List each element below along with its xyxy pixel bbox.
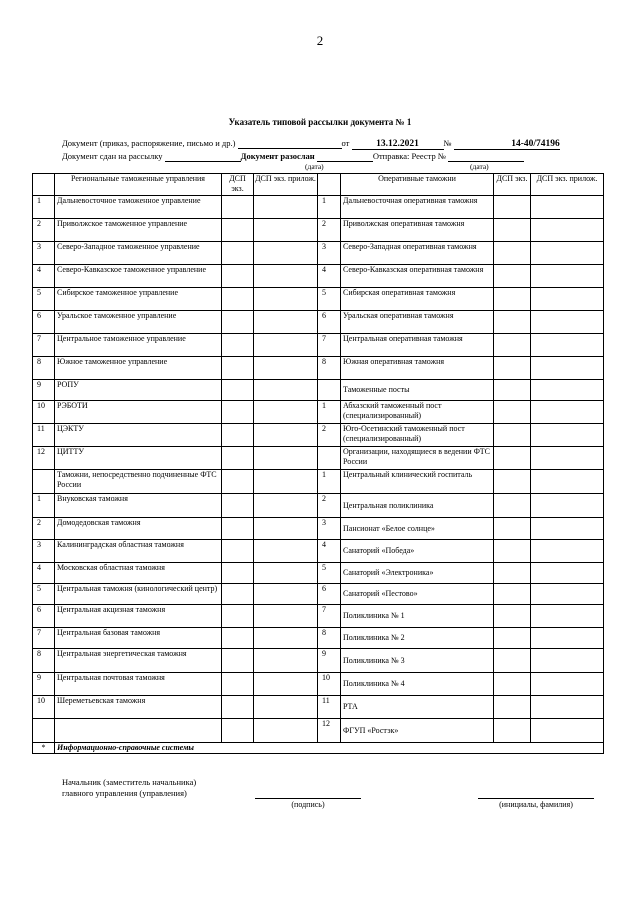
document-title: Указатель типовой рассылки документа № 1 [228, 117, 412, 127]
row-left-name: Калининградская областная таможня [55, 540, 222, 563]
header-regional: Региональные таможенные управления [55, 174, 222, 196]
row-left-name: Московская областная таможня [55, 563, 222, 584]
row-left-number: 7 [33, 334, 55, 357]
row-left-dsp-copies [222, 649, 254, 673]
row-left-name: Домодедовская таможня [55, 518, 222, 540]
row-left-dsp-copies [222, 334, 254, 357]
row-left-name: Дальневосточное таможенное управление [55, 196, 222, 219]
table-row [33, 219, 604, 242]
row-right-dsp-copies [494, 605, 531, 628]
row-right-dsp-copies [494, 242, 531, 265]
row-left-name: Центральное таможенное управление [55, 334, 222, 357]
send-line [62, 151, 524, 162]
row-right-number [318, 447, 341, 470]
row-left-number: 5 [33, 584, 55, 605]
row-left-number: 11 [33, 424, 55, 447]
row-left-dsp-attachments [254, 540, 318, 563]
row-left-dsp-attachments [254, 219, 318, 242]
footer-row [33, 743, 604, 754]
table-row [33, 696, 604, 719]
table-row [33, 311, 604, 334]
number-label: № [443, 138, 452, 148]
row-left-dsp-attachments [254, 494, 318, 518]
row-left-dsp-attachments [254, 401, 318, 424]
row-right-number: 4 [318, 540, 341, 563]
row-right-dsp-attachments [531, 380, 604, 401]
row-left-name: РОПУ [55, 380, 222, 401]
signer-line-2: главного управления (управления) [62, 788, 187, 798]
document-type-blank [238, 138, 342, 149]
row-right-name: Северо-Кавказская оперативная таможня [341, 265, 494, 288]
row-right-dsp-copies [494, 540, 531, 563]
row-left-dsp-attachments [254, 628, 318, 649]
row-right-number: 2 [318, 494, 341, 518]
row-right-dsp-attachments [531, 470, 604, 494]
row-right-dsp-copies [494, 447, 531, 470]
row-left-dsp-attachments [254, 696, 318, 719]
row-right-name: Пансионат «Белое солнце» [341, 518, 494, 540]
row-left-number [33, 719, 55, 743]
row-left-number: 3 [33, 242, 55, 265]
table-row [33, 563, 604, 584]
row-right-number: 11 [318, 696, 341, 719]
sent-label: Документ разослан [240, 151, 315, 161]
row-left-dsp-copies [222, 605, 254, 628]
row-left-dsp-copies [222, 401, 254, 424]
row-right-dsp-copies [494, 311, 531, 334]
row-right-name: Южная оперативная таможня [341, 357, 494, 380]
footer-text: Информационно-справочные системы [55, 743, 604, 754]
table-row [33, 196, 604, 219]
row-left-name [55, 719, 222, 743]
row-right-dsp-attachments [531, 584, 604, 605]
date-caption-2: (дата) [470, 162, 489, 171]
row-left-dsp-attachments [254, 447, 318, 470]
row-left-name: Южное таможенное управление [55, 357, 222, 380]
row-left-number: 10 [33, 696, 55, 719]
row-right-dsp-copies [494, 265, 531, 288]
row-left-name: Сибирское таможенное управление [55, 288, 222, 311]
row-right-name: Поликлиника № 1 [341, 605, 494, 628]
row-right-dsp-attachments [531, 265, 604, 288]
row-left-number: 9 [33, 380, 55, 401]
row-right-name: РТА [341, 696, 494, 719]
row-left-dsp-attachments [254, 424, 318, 447]
header-operational: Оперативные таможни [341, 174, 494, 196]
register-number-blank [448, 151, 524, 162]
table-row [33, 518, 604, 540]
date-from-label: от [341, 138, 350, 148]
row-right-dsp-copies [494, 584, 531, 605]
row-left-dsp-copies [222, 311, 254, 334]
row-right-dsp-copies [494, 196, 531, 219]
row-left-dsp-copies [222, 540, 254, 563]
row-left-number [33, 470, 55, 494]
row-right-name: Поликлиника № 2 [341, 628, 494, 649]
row-right-name: Центральная поликлиника [341, 494, 494, 518]
row-right-number: 1 [318, 470, 341, 494]
row-left-dsp-copies [222, 628, 254, 649]
row-right-dsp-attachments [531, 334, 604, 357]
header-dsp-copies-2: ДСП экз. [494, 174, 531, 196]
row-right-dsp-attachments [531, 605, 604, 628]
row-right-dsp-copies [494, 380, 531, 401]
row-left-dsp-copies [222, 265, 254, 288]
row-left-dsp-attachments [254, 563, 318, 584]
table-row [33, 288, 604, 311]
row-right-number: 12 [318, 719, 341, 743]
row-right-dsp-attachments [531, 696, 604, 719]
row-right-name: Центральный клинический госпиталь [341, 470, 494, 494]
dispatch-label: Отправка: Реестр № [372, 151, 446, 161]
row-left-dsp-copies [222, 242, 254, 265]
row-left-number: 6 [33, 311, 55, 334]
row-right-dsp-attachments [531, 401, 604, 424]
document-type-label: Документ (приказ, распоряжение, письмо и др.) [62, 138, 236, 148]
table-row [33, 447, 604, 470]
row-right-number: 8 [318, 357, 341, 380]
row-right-number: 8 [318, 628, 341, 649]
row-left-dsp-attachments [254, 719, 318, 743]
row-right-name: Уральская оперативная таможня [341, 311, 494, 334]
table-row [33, 719, 604, 743]
row-right-dsp-attachments [531, 649, 604, 673]
row-left-number: 4 [33, 265, 55, 288]
row-right-name: Юго-Осетинский таможенный пост (специализированный) [341, 424, 494, 447]
row-right-dsp-attachments [531, 311, 604, 334]
row-left-name: Центральная почтовая таможня [55, 673, 222, 696]
signature-caption: (подпись) [291, 800, 325, 809]
row-left-number: 12 [33, 447, 55, 470]
table-row [33, 401, 604, 424]
row-left-number: 1 [33, 196, 55, 219]
row-right-dsp-copies [494, 401, 531, 424]
row-right-dsp-attachments [531, 540, 604, 563]
row-left-number: 8 [33, 649, 55, 673]
row-right-name: Центральная оперативная таможня [341, 334, 494, 357]
row-left-dsp-attachments [254, 605, 318, 628]
row-right-number: 2 [318, 424, 341, 447]
footer-mark: * [33, 743, 55, 754]
table-row [33, 424, 604, 447]
row-right-name: ФГУП «Ростэк» [341, 719, 494, 743]
row-left-name: Северо-Кавказское таможенное управление [55, 265, 222, 288]
signature-line [255, 798, 361, 799]
signer-line-1: Начальник (заместитель начальника) [62, 777, 197, 787]
row-right-name: Абхазский таможенный пост (специализированный) [341, 401, 494, 424]
row-right-name: Сибирская оперативная таможня [341, 288, 494, 311]
row-right-number: 1 [318, 196, 341, 219]
row-right-name: Дальневосточная оперативная таможня [341, 196, 494, 219]
row-right-dsp-copies [494, 628, 531, 649]
table-row [33, 605, 604, 628]
row-right-name: Поликлиника № 3 [341, 649, 494, 673]
row-left-dsp-copies [222, 494, 254, 518]
row-left-name: Внуковская таможня [55, 494, 222, 518]
row-right-name: Организации, находящиеся в ведении ФТС России [341, 447, 494, 470]
page-number: 2 [316, 33, 324, 48]
distribution-table [32, 173, 604, 754]
row-left-dsp-copies [222, 673, 254, 696]
row-left-dsp-attachments [254, 311, 318, 334]
row-left-dsp-copies [222, 470, 254, 494]
row-left-number: 6 [33, 605, 55, 628]
table-row [33, 628, 604, 649]
table-row [33, 334, 604, 357]
row-right-dsp-copies [494, 494, 531, 518]
date-caption-1: (дата) [305, 162, 324, 171]
row-left-name: ЦИТТУ [55, 447, 222, 470]
row-right-dsp-attachments [531, 357, 604, 380]
row-right-dsp-attachments [531, 673, 604, 696]
row-left-dsp-copies [222, 380, 254, 401]
row-left-number: 8 [33, 357, 55, 380]
row-right-number: 7 [318, 334, 341, 357]
table-row [33, 380, 604, 401]
row-right-number: 4 [318, 265, 341, 288]
row-right-number: 2 [318, 219, 341, 242]
row-right-number: 5 [318, 288, 341, 311]
row-right-number: 6 [318, 584, 341, 605]
row-right-name: Санаторий «Победа» [341, 540, 494, 563]
row-right-dsp-attachments [531, 719, 604, 743]
row-left-dsp-copies [222, 447, 254, 470]
row-left-dsp-attachments [254, 518, 318, 540]
signer-title [62, 777, 196, 799]
submitted-date-blank [165, 151, 241, 162]
row-right-number [318, 380, 341, 401]
row-left-dsp-attachments [254, 380, 318, 401]
row-right-name: Приволжская оперативная таможня [341, 219, 494, 242]
row-left-dsp-attachments [254, 470, 318, 494]
name-caption: (инициалы, фамилия) [499, 800, 573, 809]
row-left-name: РЭБОТИ [55, 401, 222, 424]
row-left-number: 4 [33, 563, 55, 584]
row-right-dsp-copies [494, 357, 531, 380]
row-right-dsp-attachments [531, 196, 604, 219]
table-header-row [33, 174, 604, 196]
row-right-dsp-copies [494, 563, 531, 584]
row-left-number: 9 [33, 673, 55, 696]
row-left-name: Приволжское таможенное управление [55, 219, 222, 242]
table-row [33, 494, 604, 518]
row-right-dsp-copies [494, 673, 531, 696]
row-right-number: 1 [318, 401, 341, 424]
header-left-num [33, 174, 55, 196]
row-left-name: Северо-Западное таможенное управление [55, 242, 222, 265]
table-row [33, 357, 604, 380]
row-right-dsp-copies [494, 696, 531, 719]
row-right-dsp-attachments [531, 242, 604, 265]
row-right-dsp-attachments [531, 494, 604, 518]
table-row [33, 242, 604, 265]
row-left-name: ЦЭКТУ [55, 424, 222, 447]
row-right-dsp-attachments [531, 447, 604, 470]
row-left-number: 1 [33, 494, 55, 518]
row-right-dsp-attachments [531, 424, 604, 447]
row-left-dsp-attachments [254, 673, 318, 696]
sent-date-blank [317, 151, 373, 162]
document-date: 13.12.2021 [352, 139, 444, 150]
document-number: 14-40/74196 [454, 139, 560, 150]
row-left-dsp-attachments [254, 334, 318, 357]
table-row [33, 584, 604, 605]
row-right-number: 9 [318, 649, 341, 673]
row-right-name: Поликлиника № 4 [341, 673, 494, 696]
row-left-dsp-copies [222, 219, 254, 242]
row-left-name: Центральная базовая таможня [55, 628, 222, 649]
row-left-number: 2 [33, 219, 55, 242]
row-left-dsp-copies [222, 584, 254, 605]
row-left-dsp-attachments [254, 357, 318, 380]
row-left-number: 7 [33, 628, 55, 649]
header-dsp-copies: ДСП экз. [222, 174, 254, 196]
table-row [33, 673, 604, 696]
name-line [478, 798, 594, 799]
table-row [33, 540, 604, 563]
row-right-number: 3 [318, 518, 341, 540]
row-right-number: 3 [318, 242, 341, 265]
row-left-dsp-attachments [254, 242, 318, 265]
row-left-dsp-copies [222, 196, 254, 219]
row-left-dsp-attachments [254, 196, 318, 219]
header-dsp-attachments: ДСП экз. прилож. [254, 174, 318, 196]
row-right-number: 6 [318, 311, 341, 334]
row-left-dsp-copies [222, 696, 254, 719]
row-right-number: 10 [318, 673, 341, 696]
row-left-dsp-copies [222, 563, 254, 584]
row-left-dsp-attachments [254, 288, 318, 311]
row-right-name: Санаторий «Электроника» [341, 563, 494, 584]
submitted-label: Документ сдан на рассылку [62, 151, 163, 161]
row-right-dsp-copies [494, 649, 531, 673]
row-right-dsp-copies [494, 719, 531, 743]
row-right-dsp-copies [494, 518, 531, 540]
row-right-dsp-attachments [531, 563, 604, 584]
row-right-dsp-attachments [531, 219, 604, 242]
row-right-dsp-copies [494, 470, 531, 494]
row-left-dsp-attachments [254, 649, 318, 673]
row-left-number: 3 [33, 540, 55, 563]
header-dsp-attachments-2: ДСП экз. прилож. [531, 174, 604, 196]
row-right-dsp-attachments [531, 288, 604, 311]
row-left-name: Уральское таможенное управление [55, 311, 222, 334]
row-left-dsp-copies [222, 424, 254, 447]
row-right-number: 5 [318, 563, 341, 584]
row-left-dsp-copies [222, 518, 254, 540]
row-right-dsp-attachments [531, 628, 604, 649]
row-left-number: 10 [33, 401, 55, 424]
row-left-dsp-copies [222, 719, 254, 743]
row-right-name: Санаторий «Пестово» [341, 584, 494, 605]
row-right-name: Северо-Западная оперативная таможня [341, 242, 494, 265]
row-right-dsp-copies [494, 334, 531, 357]
row-left-name: Центральная энергетическая таможня [55, 649, 222, 673]
row-right-dsp-copies [494, 219, 531, 242]
row-left-name: Центральная акцизная таможня [55, 605, 222, 628]
row-left-name: Шереметьевская таможня [55, 696, 222, 719]
row-left-number: 5 [33, 288, 55, 311]
row-left-name: Центральная таможня (кинологический центр) [55, 584, 222, 605]
row-right-dsp-copies [494, 424, 531, 447]
row-right-dsp-copies [494, 288, 531, 311]
row-left-dsp-attachments [254, 265, 318, 288]
row-left-name: Таможни, непосредственно подчиненные ФТС России [55, 470, 222, 494]
row-right-dsp-attachments [531, 518, 604, 540]
row-left-number: 2 [33, 518, 55, 540]
header-right-num [318, 174, 341, 196]
table-row [33, 470, 604, 494]
row-left-dsp-attachments [254, 584, 318, 605]
row-left-dsp-copies [222, 288, 254, 311]
table-row [33, 265, 604, 288]
document-line [62, 138, 560, 150]
row-right-number: 7 [318, 605, 341, 628]
row-right-name: Таможенные посты [341, 380, 494, 401]
row-left-dsp-copies [222, 357, 254, 380]
table-row [33, 649, 604, 673]
